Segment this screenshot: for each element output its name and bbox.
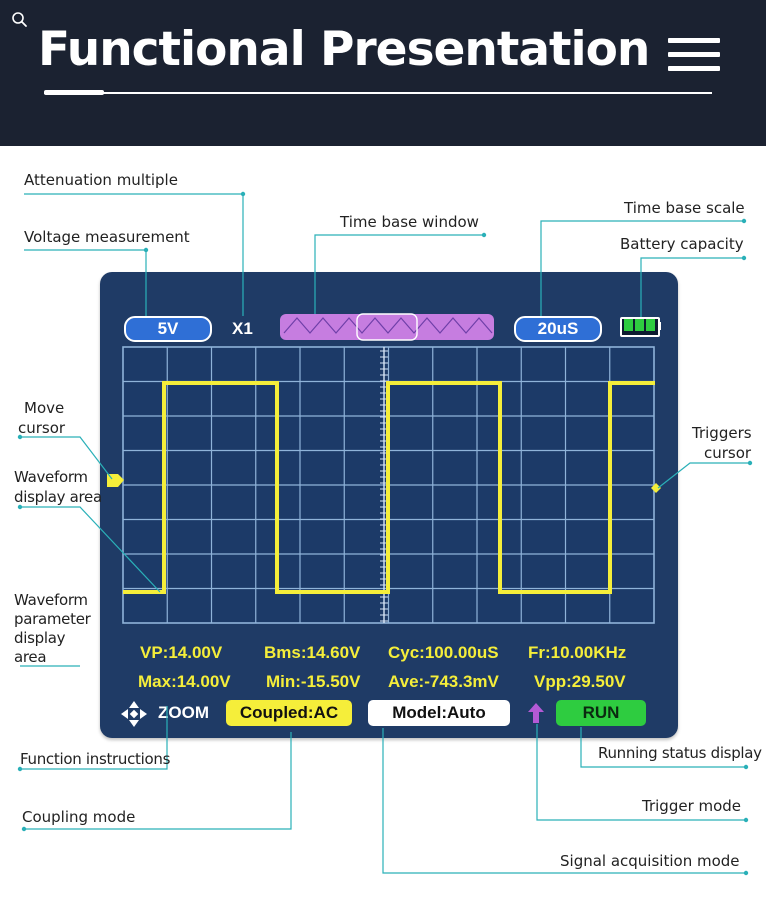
label-move-cursor-2: cursor: [18, 419, 66, 437]
zoom-label: ZOOM: [158, 703, 209, 722]
label-attenuation-multiple: Attenuation multiple: [24, 171, 178, 189]
label-function-instructions: Function instructions: [20, 750, 171, 768]
mode-badge: Model:Auto: [368, 700, 510, 726]
voltage-scale-pill: 5V: [124, 316, 212, 342]
label-waveform-param-1: Waveform: [14, 591, 88, 609]
coupling-badge: Coupled:AC: [226, 700, 352, 726]
attenuation-label: X1: [232, 319, 253, 338]
label-time-base-scale: Time base scale: [624, 199, 745, 217]
leader-attenuation: [24, 194, 243, 316]
label-waveform-param-2: parameter: [14, 610, 91, 628]
label-waveform-display-2: display area: [14, 488, 102, 506]
leader-trigger-cursor: [658, 463, 750, 488]
leader-dot: [742, 256, 746, 260]
leader-dot: [744, 818, 748, 822]
param-vpp: Vpp:29.50V: [534, 672, 626, 691]
label-running-status-display: Running status display: [598, 744, 762, 762]
label-waveform-param-4: area: [14, 648, 47, 666]
page-title: Functional Presentation: [38, 22, 650, 77]
param-bms: Bms:14.60V: [264, 643, 361, 662]
label-coupling-mode: Coupling mode: [22, 808, 136, 826]
leader-dot: [744, 871, 748, 875]
label-triggers-cursor-2: cursor: [704, 444, 752, 462]
label-time-base-window: Time base window: [340, 213, 479, 231]
label-trigger-mode: Trigger mode: [642, 797, 742, 815]
time-base-window-viewport: [357, 314, 417, 340]
param-min: Min:-15.50V: [266, 672, 361, 691]
param-fr: Fr:10.00KHz: [528, 643, 627, 662]
label-battery-capacity: Battery capacity: [620, 235, 744, 253]
label-voltage-measurement: Voltage measurement: [24, 228, 190, 246]
label-move-cursor-1: Move: [24, 399, 65, 417]
leader-dot: [482, 233, 486, 237]
battery-level-bar: [646, 319, 655, 331]
run-badge: RUN: [556, 700, 646, 726]
label-signal-acquisition-mode: Signal acquisition mode: [560, 852, 740, 870]
leader-time-window: [315, 235, 484, 314]
time-base-pill: 20uS: [514, 316, 602, 342]
leader-voltage: [24, 250, 146, 316]
leader-dot: [742, 219, 746, 223]
battery-level-bar: [635, 319, 644, 331]
param-ave: Ave:-743.3mV: [388, 672, 499, 691]
leader-dot: [144, 248, 148, 252]
leader-dot: [22, 827, 26, 831]
param-cyc: Cyc:100.00uS: [388, 643, 499, 662]
leader-battery: [641, 258, 744, 317]
label-triggers-cursor-1: Triggers: [692, 424, 752, 442]
leader-dot: [241, 192, 245, 196]
param-max: Max:14.00V: [138, 672, 231, 691]
leader-dot: [744, 765, 748, 769]
param-vp: VP:14.00V: [140, 643, 223, 662]
label-waveform-param-3: display: [14, 629, 66, 647]
label-waveform-display-1: Waveform: [14, 468, 88, 486]
battery-level-bar: [624, 319, 633, 331]
time-base-window-wave: [284, 318, 492, 333]
